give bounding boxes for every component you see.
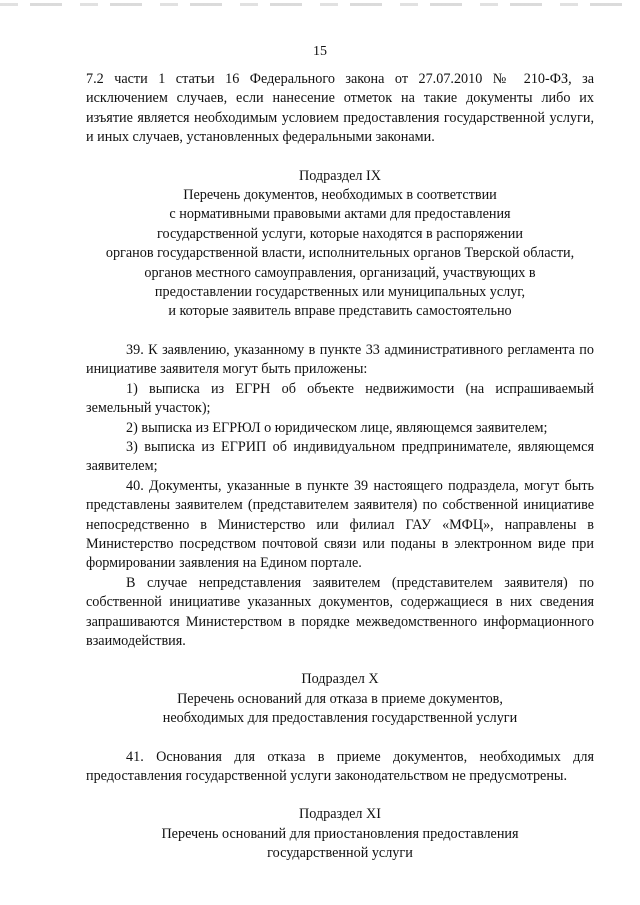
section-ix-heading-line: с нормативными правовыми актами для предоставления: [169, 206, 511, 223]
section-ix-heading-line: органов государственной власти, исполнительных органов Тверской области,: [105, 245, 575, 262]
list-item-egrn: 1) выписка из ЕГРН об объекте недвижимости (на испрашиваемый земельный участок);: [86, 380, 594, 417]
section-ix-heading: [86, 167, 594, 322]
section-xi-title: Подраздел XI: [298, 806, 381, 823]
list-item-egrul: 2) выписка из ЕГРЮЛ о юридическом лице, являющемся заявителем;: [126, 419, 548, 436]
paragraph-41: 41. Основания для отказа в приеме документов, необходимых для предоставления государственной услуги законодательством не предусмотрены.: [86, 748, 594, 784]
paragraph-40: 40. Документы, указанные в пункте 39 настоящего подраздела, могут быть представлены заявителем (представителем заявителя) по собственной инициативе непосредственно в Министерство или филиал ГАУ «МФЦ», направлены в Министерство посредством почтовой связи или поданы в электронном виде при формировании заявления на Едином портале.: [86, 477, 594, 572]
section-ix-title: Подраздел IX: [298, 167, 381, 184]
paragraph-39: 39. К заявлению, указанному в пункте 33 административного регламента по инициативе заявителя могут быть приложены:: [86, 341, 594, 378]
section-ix-heading-line: и которые заявитель вправе представить самостоятельно: [168, 303, 512, 320]
section-xi-heading: [86, 805, 594, 863]
section-x-heading: [86, 670, 594, 728]
section-x-heading-line: Перечень оснований для отказа в приеме документов,: [177, 690, 503, 707]
section-xi-heading-line: государственной услуги: [267, 845, 413, 862]
section-ix-heading-line: органов местного самоуправления, организаций, участвующих в: [144, 264, 536, 281]
section-ix-heading-line: Перечень документов, необходимых в соответствии: [183, 187, 497, 204]
section-ix-heading-line: государственной услуги, которые находятся в распоряжении: [157, 225, 523, 242]
scan-edge-artifact: [0, 3, 640, 6]
list-item-egrip: 3) выписка из ЕГРИП об индивидуальном предпринимателе, являющемся заявителем;: [86, 438, 594, 475]
section-x-heading-line: необходимых для предоставления государственной услуги: [162, 710, 518, 727]
section-ix-heading-line: предоставлении государственных или муниципальных услуг,: [154, 284, 526, 301]
paragraph-non-submission: В случае непредставления заявителем (представителем заявителя) по собственной инициативе указанных документов, содержащиеся в них сведения запрашиваются Министерством в порядке межведомственного информационного взаимодействия.: [86, 574, 594, 649]
section-x-title: Подраздел X: [301, 671, 379, 688]
section-xi-heading-line: Перечень оснований для приостановления предоставления: [161, 825, 519, 842]
document-body: [86, 70, 594, 864]
opening-paragraph: 7.2 части 1 статьи 16 Федерального закона от 27.07.2010 № 210-ФЗ, за исключением случаев, если нанесение отметок на такие документы либо их изъятие является необходимым условием предоставления государственной услуги, и иных случаев, установленных федеральными законами.: [86, 71, 594, 146]
page-number: 15: [313, 44, 327, 59]
